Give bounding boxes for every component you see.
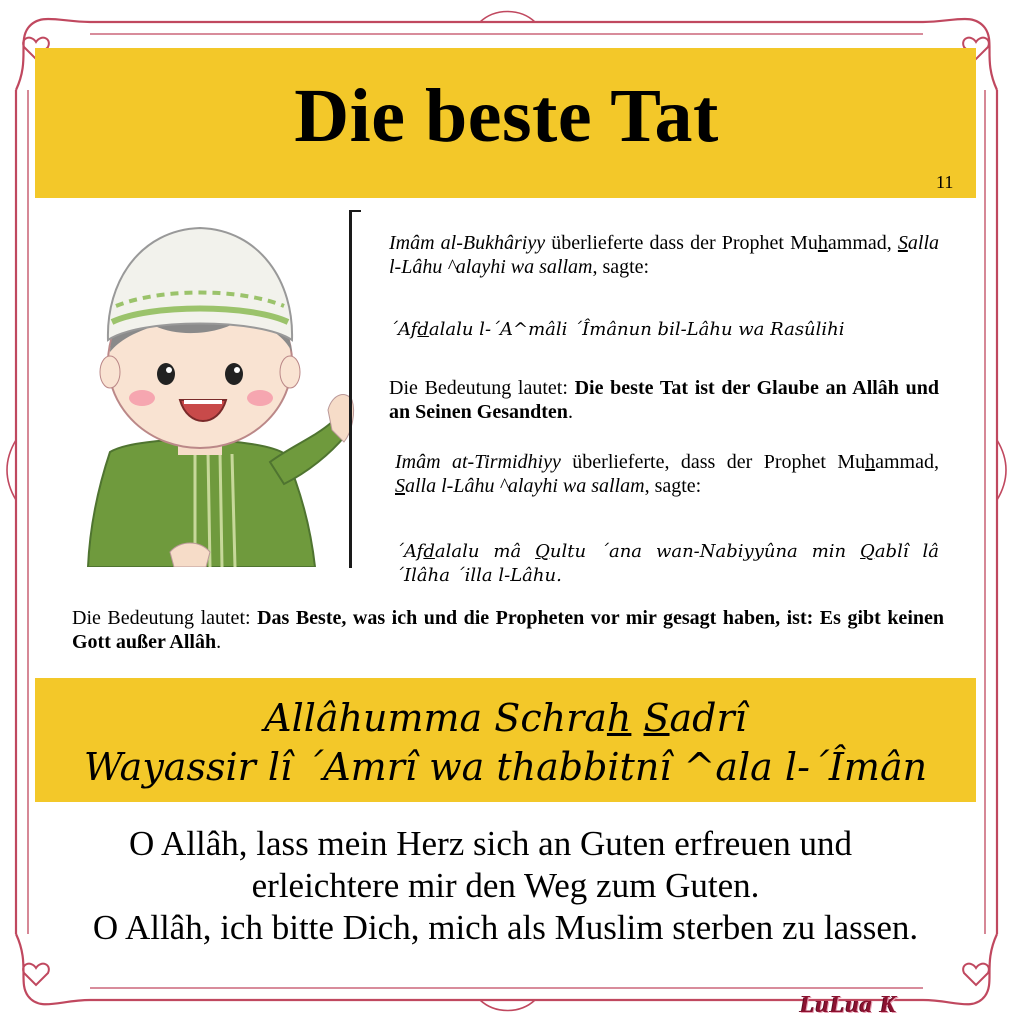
transliteration-text: Q [535, 541, 550, 562]
transliteration-text: ´Af [395, 541, 424, 562]
signature: LuLua K [800, 992, 898, 1018]
meaning-text: Das Beste, was ich und die Propheten vor mir gesagt haben, ist: Es gibt keinen Gott außer Allâh [72, 607, 944, 653]
meaning-prefix: Die Bedeutung lautet: [389, 377, 575, 399]
meaning-text: Die beste Tat ist der Glaube an Allâh und an Seinen Gesandten [389, 377, 939, 423]
intro-text: überlieferte, dass der Prophet Mu [560, 451, 866, 473]
intro-text: h [817, 232, 828, 254]
translation-line-1: O Allâh, lass mein Herz sich an Guten erfreuen und [128, 824, 853, 863]
dua-text: h [606, 696, 632, 740]
intro-text: h [865, 451, 876, 473]
transliteration-text: Q [860, 541, 875, 562]
transliteration-text: d [417, 319, 429, 340]
salutation-text: S [897, 232, 908, 254]
vertical-divider [349, 210, 352, 568]
intro-text: ammad, [875, 451, 939, 473]
heart-icon [963, 964, 989, 985]
meaning-end: . [216, 631, 222, 653]
hadith1-transliteration [389, 318, 939, 342]
page-title: Die beste Tat [294, 74, 719, 158]
transliteration-text: ultu ´ana wan-Nabiyyûna min [549, 541, 861, 562]
dua-text [631, 696, 643, 740]
transliteration-text: ablî lâ ´Ilâha ´illa l-Lâhu. [395, 541, 939, 586]
narrator-name: Imâm at-Tirmidhiyy [395, 451, 561, 473]
intro-text: überlieferte dass der Prophet Mu [545, 232, 818, 254]
translation-line-3: O Allâh, ich bitte Dich, mich als Muslim sterben zu lassen. [92, 908, 919, 947]
hadith1-meaning [389, 376, 939, 424]
salutation-text: S [395, 475, 405, 497]
dua-text: Allâhumma Schra [264, 696, 607, 740]
dua-text: adrî [669, 696, 747, 740]
divider-tick [349, 210, 361, 212]
salutation-text: alla l-Lâhu ^alayhi wa sallam [405, 475, 645, 497]
dua-text: S [643, 696, 670, 740]
transliteration-text: d [423, 541, 435, 562]
hadith1-intro [389, 231, 939, 279]
meaning-end: . [567, 401, 573, 423]
salutation-text: alla l-Lâhu ^alayhi wa sallam [389, 232, 940, 278]
meaning-prefix: Die Bedeutung lautet: [72, 607, 258, 629]
heart-icon [23, 964, 49, 985]
dua-line-2: Wayassir lî ´Amrî wa thabbitnî ^ala l-´Îmân [83, 745, 928, 789]
transliteration-text: ´Af [389, 319, 418, 340]
translation-line-2: erleichtere mir den Weg zum Guten. [251, 866, 760, 905]
transliteration-text: alalu mâ [434, 541, 536, 562]
boy-illustration [70, 222, 360, 567]
page-number: 11 [936, 172, 954, 192]
hadith2-transliteration [395, 540, 939, 588]
hadith2-meaning [72, 606, 944, 654]
dua-line-1 [35, 696, 976, 740]
narrator-name: Imâm al-Bukhâriyy [389, 232, 546, 254]
intro-text: ammad, [827, 232, 898, 254]
hadith2-intro [395, 450, 939, 498]
transliteration-text: alalu l-´A^mâli ´Îmânun bil-Lâhu wa Rasûlihi [428, 319, 845, 340]
intro-text: , sagte: [644, 475, 702, 497]
intro-text: , sagte: [592, 256, 650, 278]
